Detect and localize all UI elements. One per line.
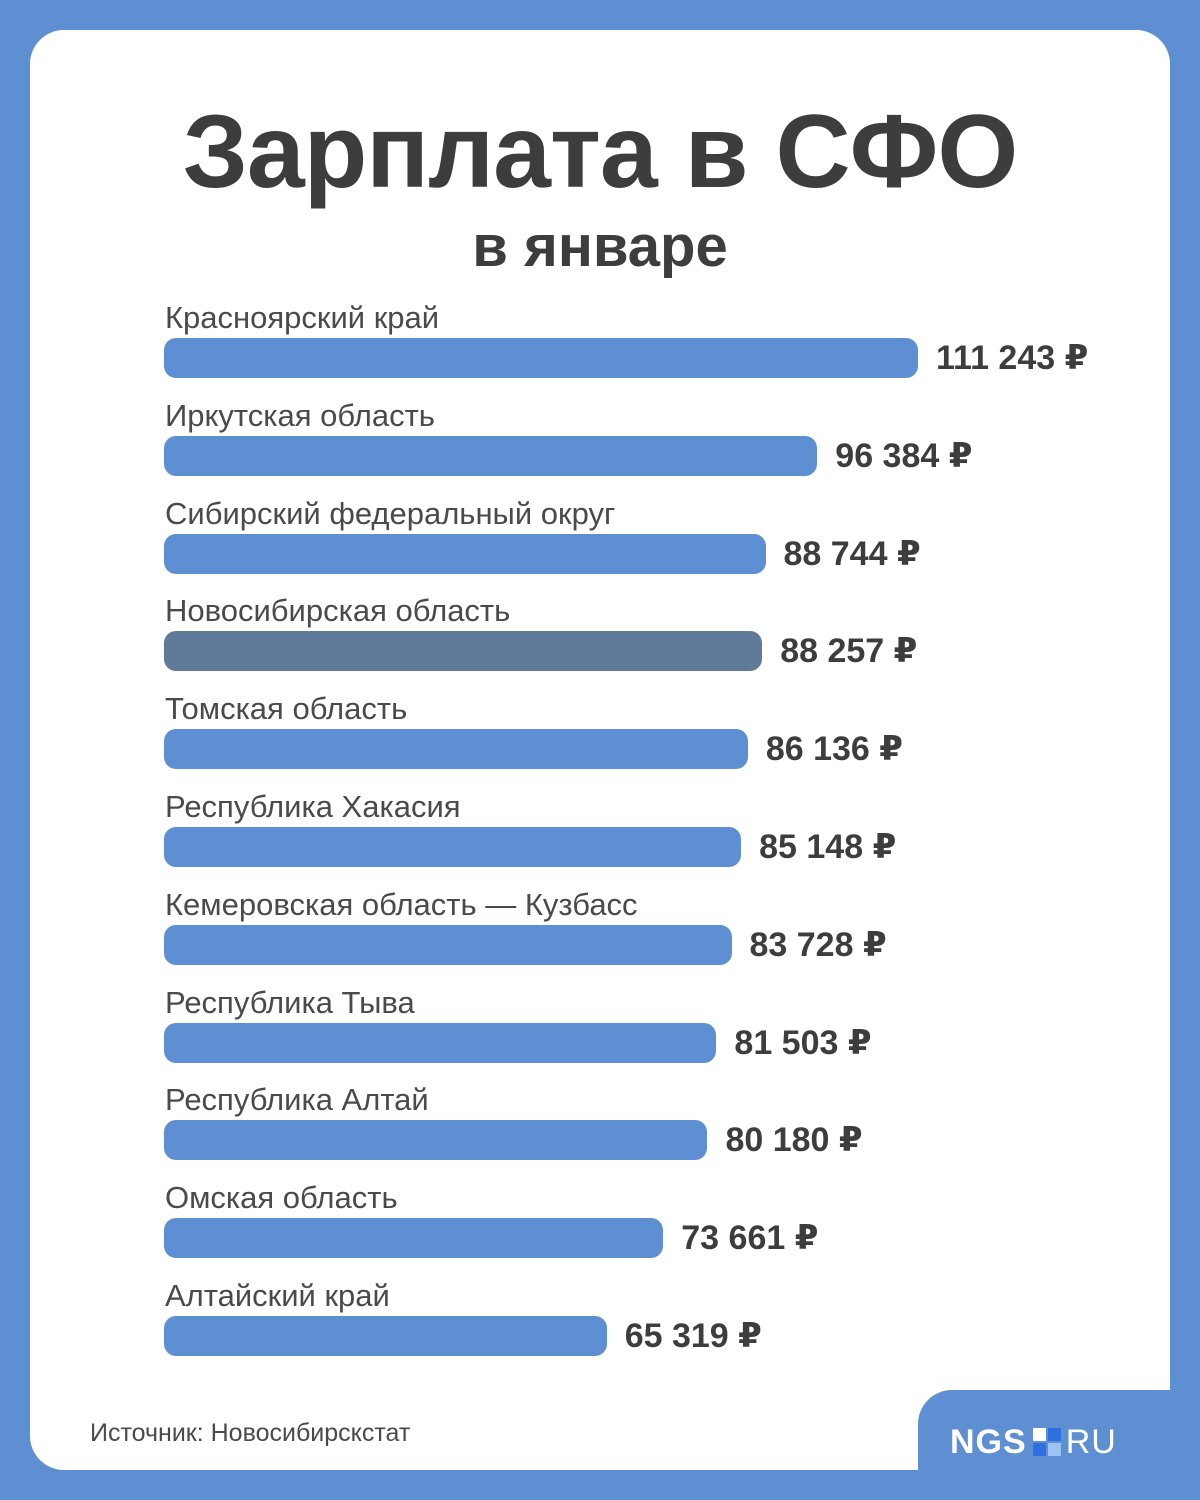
value-label: 65 319 ₽	[624, 1317, 762, 1355]
value-label: 83 728 ₽	[749, 925, 887, 964]
value-label: 111 243 ₽	[936, 339, 1089, 377]
category-label: Омская область	[165, 1180, 398, 1216]
category-label: Республика Тыва	[165, 984, 415, 1020]
category-label: Кемеровская область — Кузбасс	[165, 886, 638, 922]
value-label: 85 148 ₽	[759, 828, 897, 866]
category-label: Республика Алтай	[165, 1082, 429, 1118]
value-label: 96 384 ₽	[835, 436, 973, 475]
category-label: Томская область	[165, 691, 408, 727]
bar	[164, 338, 918, 378]
bar	[164, 1218, 663, 1258]
source-note: Источник: Новосибирскстат	[90, 1419, 411, 1447]
category-label: Иркутская область	[165, 397, 435, 433]
bar	[164, 827, 741, 867]
chart-subtitle: в январе	[472, 214, 728, 279]
category-label: Алтайский край	[165, 1278, 390, 1313]
bar	[164, 729, 748, 769]
bar	[164, 534, 766, 574]
logo-brand: NGS	[950, 1423, 1027, 1461]
bar	[164, 631, 762, 671]
ngs-blue-squares-icon	[1033, 1428, 1061, 1456]
bar	[164, 436, 817, 476]
chart-title: Зарплата в СФО	[182, 94, 1018, 210]
value-label: 88 257 ₽	[780, 632, 918, 671]
value-label: 86 136 ₽	[765, 730, 903, 769]
category-label: Красноярский край	[165, 300, 440, 335]
logo-domain: RU	[1065, 1423, 1117, 1461]
value-label: 73 661 ₽	[681, 1219, 819, 1258]
value-label: 80 180 ₽	[725, 1121, 863, 1160]
bar	[164, 1023, 716, 1063]
value-label: 81 503 ₽	[734, 1023, 872, 1062]
bar	[164, 1120, 707, 1160]
value-label: 88 744 ₽	[783, 534, 921, 573]
ngs-logo[interactable]	[950, 1424, 1117, 1460]
category-label: Новосибирская область	[165, 593, 511, 629]
category-label: Республика Хакасия	[165, 789, 461, 824]
bar	[164, 925, 732, 965]
category-label: Сибирский федеральный округ	[165, 495, 616, 531]
bar	[164, 1316, 607, 1356]
